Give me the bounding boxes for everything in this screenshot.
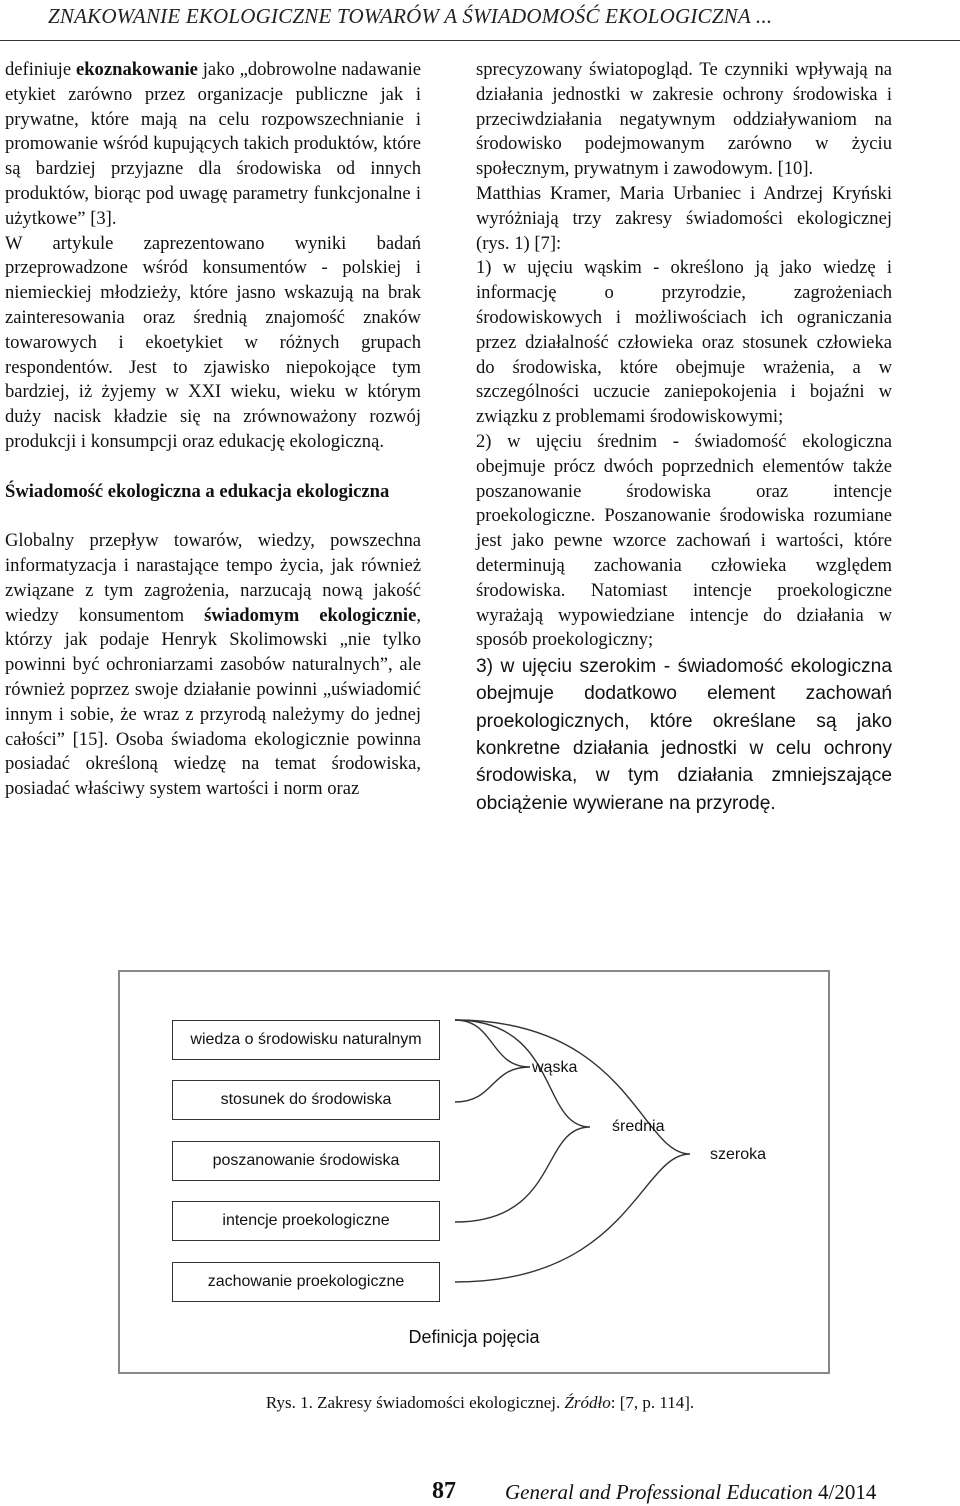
bracket-narrow bbox=[455, 1020, 530, 1102]
list-item-medium: 2) w ujęciu średnim - świadomość ekologiczna obejmuje prócz dwóch poprzednich elementów także poszanowanie środowiska oraz intencje proekologiczne. Poszanowanie środowiska rozumiane jest jako pewne wzorce zachowań i wartości, które determinują zachowania człowieka względem środowiska. Natomiast intencje proekologiczne wyrażają wypowiedziane intencje do działania w sposób proekologiczny; bbox=[476, 430, 892, 651]
box-attitude: stosunek do środowiska bbox=[172, 1080, 440, 1120]
box-intentions: intencje proekologiczne bbox=[172, 1201, 440, 1241]
journal-name: General and Professional Education 4/2014 bbox=[505, 1480, 877, 1504]
running-title: ZNAKOWANIE EKOLOGICZNE TOWARÓW A ŚWIADOMOŚĆ EKOLOGICZNA ... bbox=[48, 4, 773, 28]
label-wide: szeroka bbox=[710, 1146, 767, 1163]
label-narrow: wąska bbox=[532, 1059, 578, 1076]
term-ekoznakowanie: ekoznakowanie bbox=[75, 59, 198, 80]
box-respect: poszanowanie środowiska bbox=[172, 1141, 440, 1181]
paragraph-ecolabel-definition: definiuje ekoznakowanie jako „dobrowolne nadawanie etykiet zarówno przez organizacje publiczne jak i prywatne, które mają na celu rozpowszechnianie i promowanie wśród kupujących takich produktów, które są bardziej przyjazne dla środowiska od innych produktów, biorąc pod uwagę parametry funkcjonalne i użytkowe” [3]. bbox=[5, 59, 422, 229]
journal-issue: 4/2014 bbox=[818, 1480, 877, 1504]
header-rule bbox=[0, 40, 960, 41]
right-column bbox=[476, 58, 892, 817]
paragraph-three-ranges: Matthias Kramer, Maria Urbaniec i Andrzej Kryński wyróżniają trzy zakresy świadomości ekologicznej (rys. 1) [7]: bbox=[476, 182, 892, 254]
label-medium: średnia bbox=[612, 1118, 665, 1135]
figure-caption: Rys. 1. Zakresy świadomości ekologicznej. Źródło: [7, p. 114]. bbox=[265, 1393, 695, 1412]
running-header bbox=[0, 0, 960, 38]
paragraph-article-summary: W artykule zaprezentowano wyniki badań przeprowadzone wśród konsumentów - polskiej i niemieckiej młodzieży, które jasno wskazują na brak zainteresowania oraz średnią znajomość znaków towarowych i ekoetykiet w różnych grupach respondentów. Jest to zjawisko niepokojące tym bardziej, iż żyjemy w XXI wieku, wieku w którym duży nacisk kładzie się na zrównoważony rozwój produkcji i konsumpcji oraz edukację ekologiczną. bbox=[5, 232, 421, 452]
box-behavior: zachowanie proekologiczne bbox=[172, 1262, 440, 1302]
left-column bbox=[5, 58, 421, 802]
list-item-wide: 3) w ujęciu szerokim - świadomość ekologiczna obejmuje dodatkowo element zachowań proekologicznych, które określane są jako konkretne działania jednostki w celu ochrony środowiska, w tym działania zmniejszające obciążenie wywierane na przyrodę. bbox=[476, 656, 892, 814]
paragraph-global-flow: Globalny przepływ towarów, wiedzy, powszechna informatyzacja i narastające tempo życia, jak również związane z tym zagrożenia, narzucają nową jakość wiedzy konsumentom świadomym ekologicznie, którzy jak podaje Henryk Skolimowski „nie tylko powinni być ochroniarzami zasobów naturalnych”, ale również poprzez swoje działanie powinni „uświadomić innym i sobie, że wraz z przyrodą należymy do jednej całości” [15]. Osoba świadoma ekologicznie powinna posiadać określoną wiedzę na temat środowiska, posiadać właściwy system wartości i norm oraz bbox=[5, 530, 421, 800]
list-item-narrow: 1) w ujęciu wąskim - określono ją jako wiedzę i informację o przyrodzie, zagrożeniach środowiskowych i możliwościach ich ograniczania przez działalność człowieka oraz stosunek człowieka do środowiska, które obejmuje wrażenia, a w szczególności uczucie zaniepokojenia i bojaźni w związku z problemami środowiskowymi; bbox=[476, 257, 892, 428]
page-number: 87 bbox=[432, 1478, 456, 1504]
box-knowledge: wiedza o środowisku naturalnym bbox=[172, 1020, 440, 1060]
figure-awareness-scopes bbox=[118, 970, 830, 1374]
term-swiadomym-ekologicznie: świadomym ekologicznie bbox=[204, 604, 417, 626]
section-title: Świadomość ekologiczna a edukacja ekologiczna bbox=[5, 480, 390, 502]
bracket-medium bbox=[455, 1020, 590, 1222]
paragraph-worldview: sprecyzowany światopogląd. Te czynniki wpływają na działania jednostki w zakresie ochrony środowiska i przeciwdziałania negatywnym oddziaływaniom na środowisko podejmowanym zarówno w życiu społecznym, prywatnym i zawodowym. [10]. bbox=[476, 59, 892, 180]
figure-inner-title: Definicja pojęcia bbox=[408, 1327, 540, 1347]
